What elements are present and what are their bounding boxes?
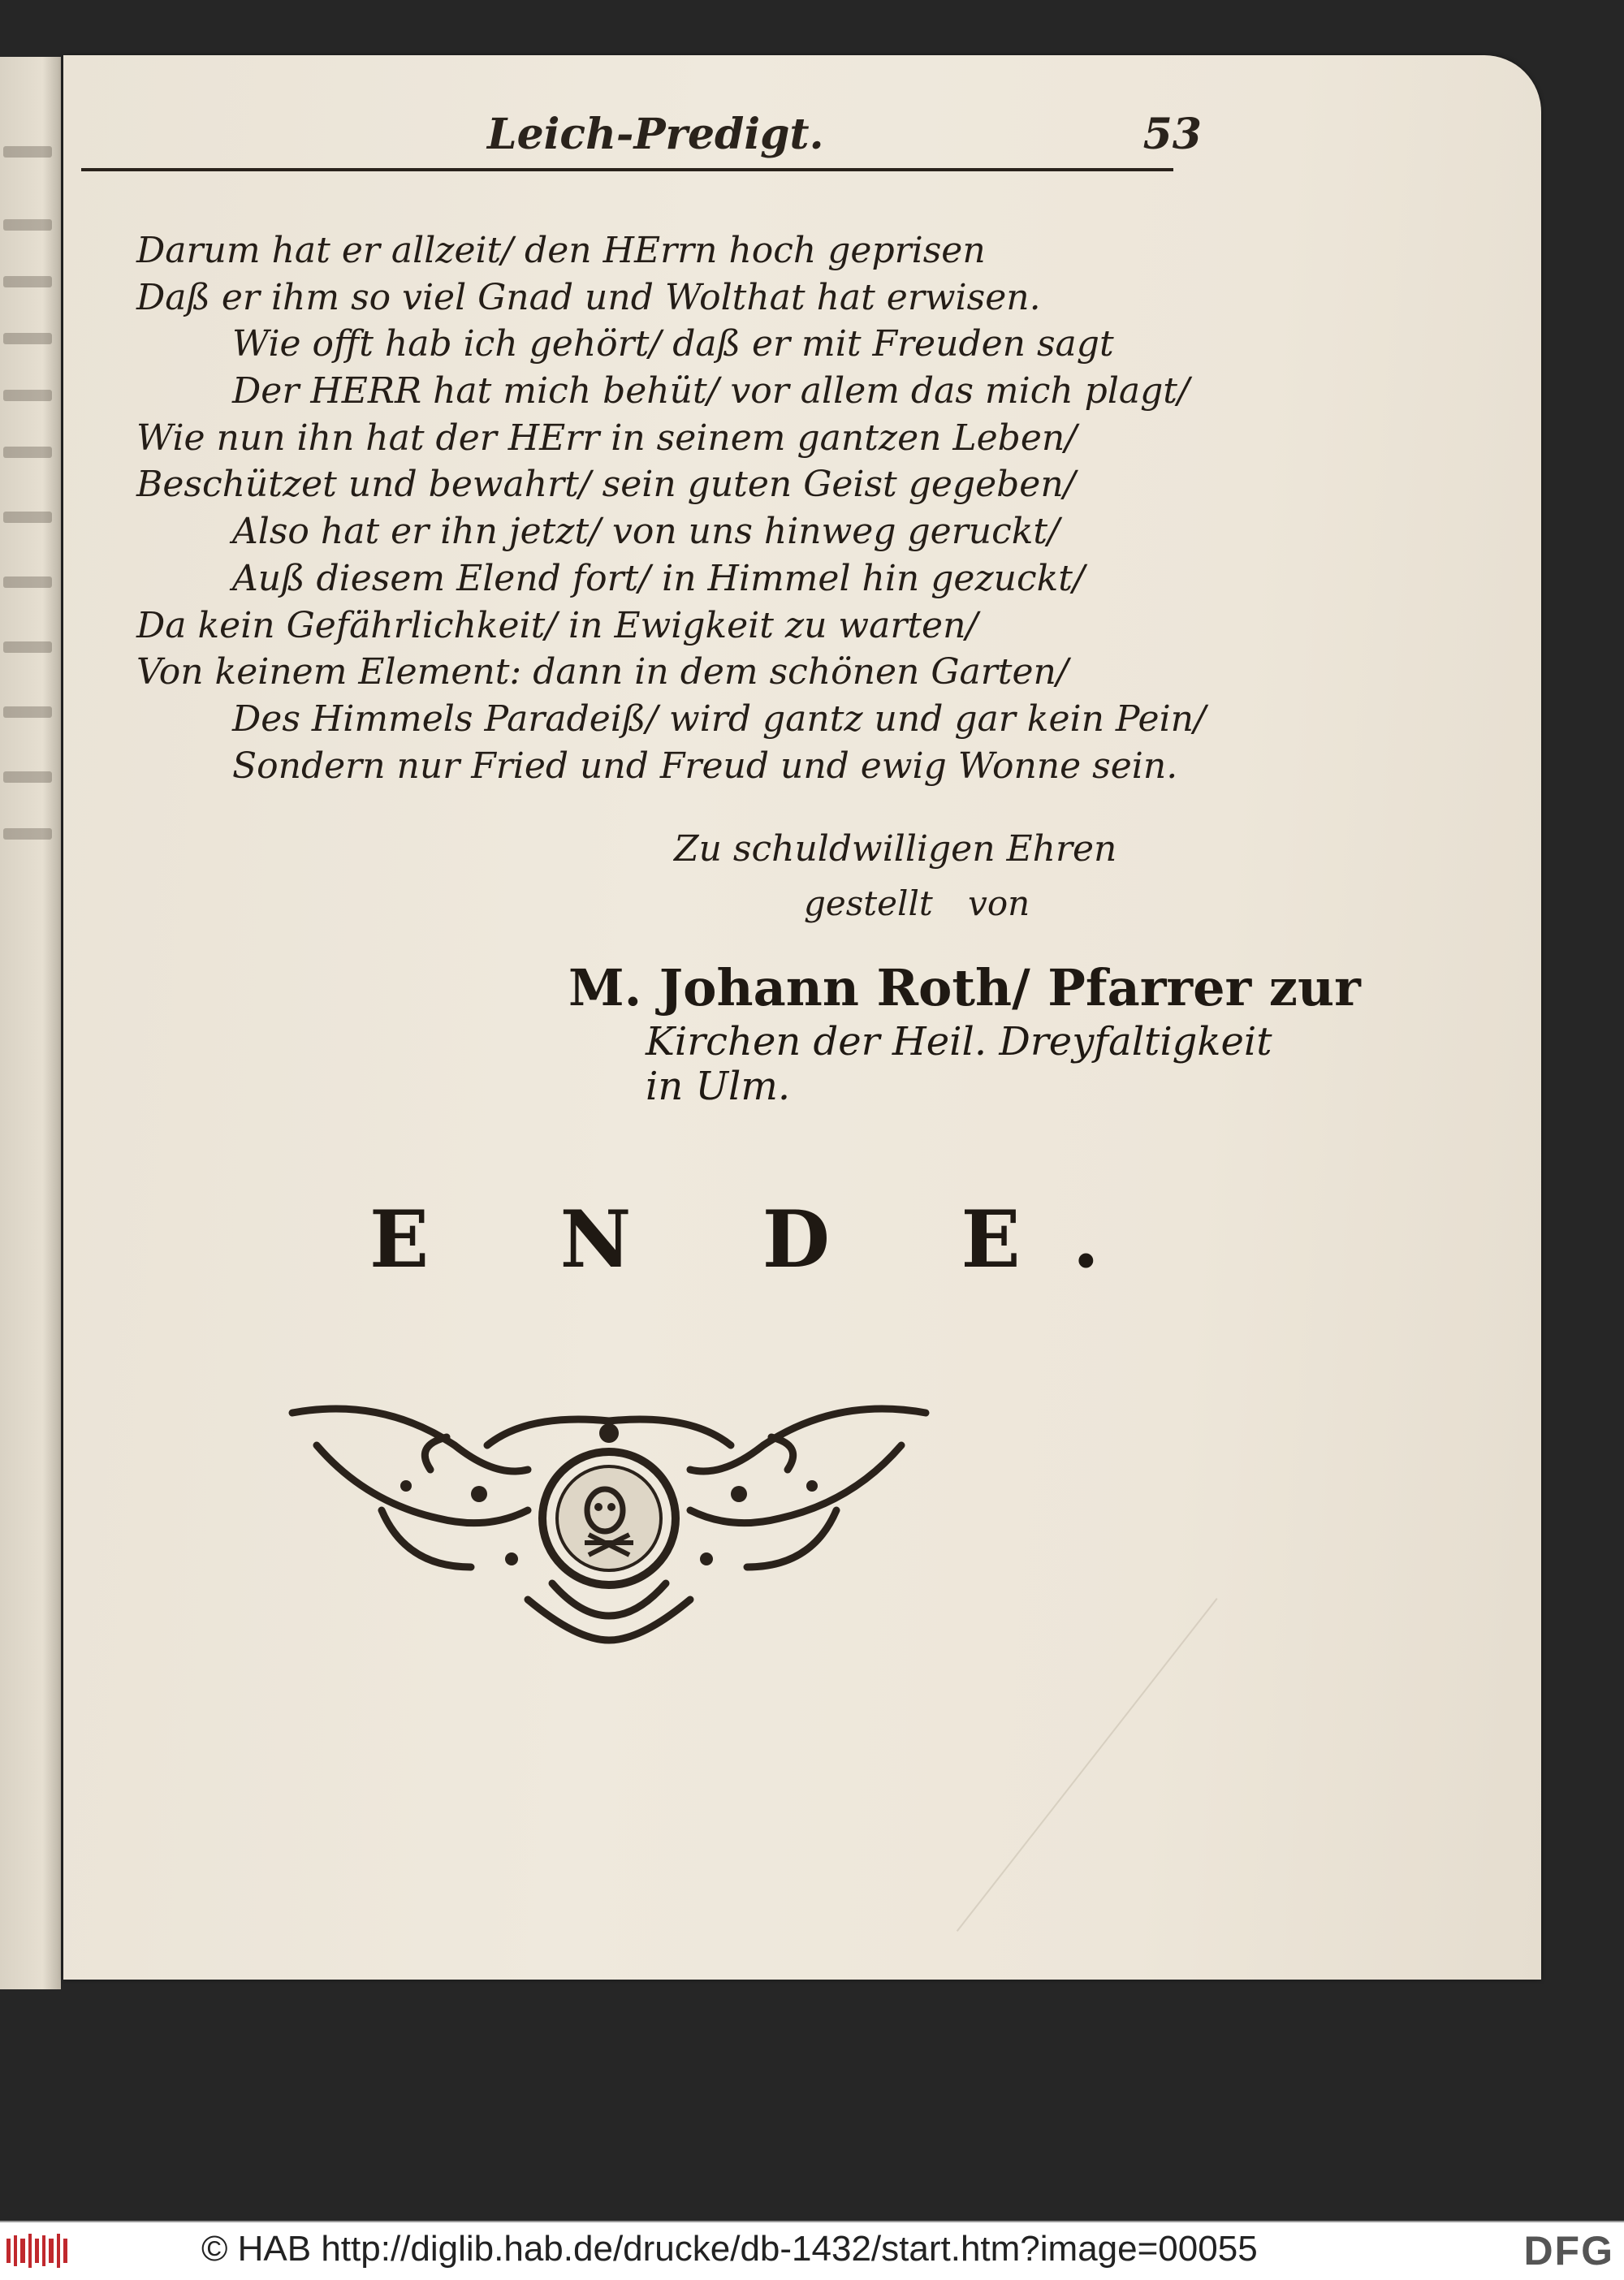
previous-page-text-fragment (3, 390, 52, 401)
verse-line: Da kein Gefährlichkeit/ in Ewigkeit zu warten/ (136, 604, 978, 646)
previous-page-text-fragment (3, 828, 52, 840)
header-rule (81, 168, 1173, 171)
previous-page-text-fragment (3, 333, 52, 344)
previous-page-edge (0, 57, 61, 1989)
dfg-logo: DFG (1523, 2228, 1614, 2274)
verse-line: Daß er ihm so viel Gnad und Wolthat hat erwisen. (136, 276, 1041, 318)
verse-line: Der HERR hat mich behüt/ vor allem das mich plagt/ (232, 370, 1190, 412)
verse-line: Wie offt hab ich gehört/ daß er mit Freuden sagt (232, 323, 1114, 365)
previous-page-text-fragment (3, 771, 52, 783)
previous-page-text-fragment (3, 146, 52, 158)
verse-line: Von keinem Element: dann in dem schönen Garten/ (136, 651, 1069, 693)
ende-heading: E N D E. (369, 1194, 1152, 1285)
author-name: M. Johann Roth/ Pfarrer zur (568, 958, 1361, 1017)
verse-line: Also hat er ihn jetzt/ von uns hinweg geruckt/ (232, 511, 1060, 553)
previous-page-text-fragment (3, 512, 52, 523)
author-title: Kirchen der Heil. Dreyfaltigkeit (646, 1019, 1272, 1064)
dedication-line: Zu schuldwilligen Ehren (674, 828, 1117, 870)
verse-line: Des Himmels Paradeiß/ wird gantz und gar kein Pein/ (232, 697, 1206, 740)
footer-bar (0, 2221, 1624, 2280)
author-place: in Ulm. (646, 1064, 791, 1109)
verse-line: Wie nun ihn hat der HErr in seinem gantzen Leben/ (136, 417, 1078, 459)
previous-page-text-fragment (3, 447, 52, 458)
page-header (81, 110, 1202, 175)
verse-line: Beschützet und bewahrt/ sein guten Geist gegeben/ (136, 464, 1076, 506)
verse-line: Auß diesem Elend fort/ in Himmel hin gezuckt/ (232, 557, 1085, 599)
verse-line: Darum hat er allzeit/ den HErrn hoch geprisen (136, 230, 986, 271)
previous-page-text-fragment (3, 641, 52, 653)
previous-page-text-fragment (3, 576, 52, 588)
running-head: Leich-Predigt. (487, 110, 824, 159)
poem-verse (136, 227, 1206, 789)
paper-crease (957, 1598, 1218, 1932)
previous-page-text-fragment (3, 219, 52, 231)
previous-page-text-fragment (3, 276, 52, 287)
page-number: 53 (1142, 110, 1202, 159)
dedication-line: gestellt von (804, 883, 1030, 923)
verse-line: Sondern nur Fried und Freud und ewig Wonne sein. (232, 745, 1178, 787)
previous-page-text-fragment (3, 706, 52, 718)
woodcut-ornament-icon (284, 1397, 934, 1656)
copyright-link[interactable]: © HAB http://diglib.hab.de/drucke/db-1432/start.htm?image=00055 (201, 2229, 1258, 2269)
hab-barcode-logo-icon (6, 2232, 71, 2269)
